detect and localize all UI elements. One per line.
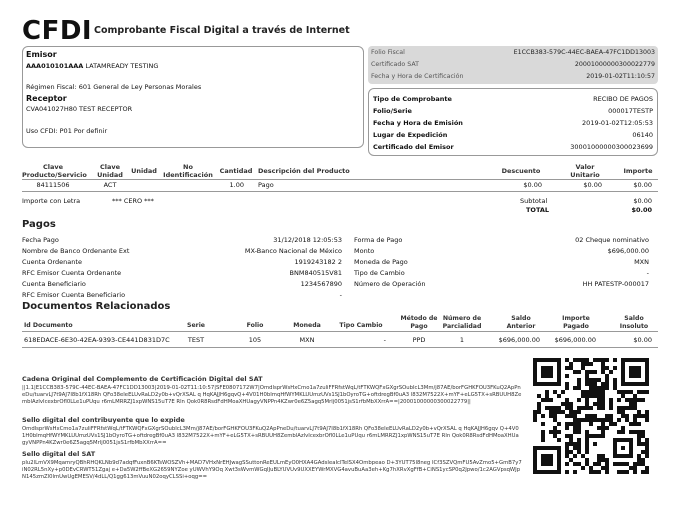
pagos-label: Moneda de Pago xyxy=(354,258,408,266)
pagos-value: $696,000.00 xyxy=(607,247,649,255)
col-importe-pagado: Importe Pagado xyxy=(562,315,590,330)
col-tipo-cambio: Tipo Cambio xyxy=(339,322,383,329)
pagos-label: Fecha Pago xyxy=(22,236,59,244)
col-valor-unitario: Valor Unitario xyxy=(570,163,600,179)
pagos-value: 1919243182 2 xyxy=(294,258,342,266)
pagos-label: Monto xyxy=(354,247,375,255)
comprobante-row-folio xyxy=(373,105,653,117)
comprobante-box xyxy=(368,88,658,156)
pagos-value: 1234567890 xyxy=(300,280,342,288)
document-subtitle: Comprobante Fiscal Digital a través de Internet xyxy=(94,25,350,36)
col-metodo-pago: Método de Pago xyxy=(400,315,438,330)
documentos-divider xyxy=(22,331,658,332)
col-descuento: Descuento xyxy=(501,167,541,175)
col-folio: Folio xyxy=(246,322,264,329)
col-saldo-anterior: Saldo Anterior xyxy=(506,315,536,330)
doc-metodo-pago: PPD xyxy=(412,336,426,344)
cert-row-folio-fiscal xyxy=(371,47,655,58)
emisor-rfc: AAA010101AAA xyxy=(26,62,84,70)
pagos-value: - xyxy=(339,291,342,299)
pagos-value: BNM840515V81 xyxy=(289,269,342,277)
pagos-value: HH PATESTP-000017 xyxy=(582,280,649,288)
comprobante-label: Fecha y Hora de Emisión xyxy=(373,119,463,127)
col-descripcion: Descripción del Producto xyxy=(258,167,350,175)
pagos-label: Tipo de Cambio xyxy=(354,269,405,277)
pagos-value: 31/12/2018 12:05:53 xyxy=(273,236,342,244)
comprobante-row-certificado xyxy=(373,141,653,153)
comprobante-row-fecha xyxy=(373,117,653,129)
sello-emisor-title: Sello digital del contribuyente que lo expide xyxy=(22,416,185,424)
conceptos-bottom-divider xyxy=(22,191,658,192)
emisor-nombre: LATAMREADY TESTING xyxy=(85,62,159,70)
emisor-receptor-box xyxy=(22,46,364,148)
pagos-label: Cuenta Ordenante xyxy=(22,258,82,266)
pagos-label: RFC Emisor Cuenta Ordenante xyxy=(22,269,122,277)
comprobante-row-lugar xyxy=(373,129,653,141)
row-valor-unitario: $0.00 xyxy=(583,181,602,189)
doc-importe-pagado: $696,000.00 xyxy=(554,336,596,344)
qr-code-image xyxy=(533,358,649,474)
doc-serie: TEST xyxy=(187,336,205,344)
pagos-label: RFC Emisor Cuenta Beneficiario xyxy=(22,291,126,299)
row-descuento: $0.00 xyxy=(523,181,542,189)
row-importe: $0.00 xyxy=(633,181,652,189)
emisor-regimen: Régimen Fiscal: 601 General de Ley Personas Morales xyxy=(26,83,202,91)
doc-saldo-anterior: $696,000.00 xyxy=(498,336,540,344)
row-clave-producto: 84111506 xyxy=(36,181,70,189)
doc-tipo-cambio: - xyxy=(383,336,386,344)
emisor-rfc-line xyxy=(26,62,158,70)
cert-value: E1CCB383-579C-44EC-BAEA-47FC1DD13003 xyxy=(513,49,655,56)
subtotal-label: Subtotal xyxy=(520,197,548,205)
cert-row-certificado-sat xyxy=(371,59,655,70)
importe-letra-label: Importe con Letra xyxy=(22,197,81,205)
cert-label: Fecha y Hora de Certificación xyxy=(371,73,464,80)
col-serie: Serie xyxy=(186,322,206,329)
pagos-title: Pagos xyxy=(22,219,56,230)
cert-row-fecha-certificacion xyxy=(371,71,655,82)
col-clave-unidad: Clave Unidad xyxy=(97,163,123,179)
pagos-label: Cuenta Beneficiario xyxy=(22,280,86,288)
pagos-value: MX-Banco Nacional de México xyxy=(244,247,342,255)
pagos-value: MXN xyxy=(634,258,649,266)
col-cantidad: Cantidad xyxy=(219,167,253,175)
cert-label: Folio Fiscal xyxy=(371,49,405,56)
row-cantidad: 1.00 xyxy=(229,181,244,189)
sello-emisor-text: OmdlsprWsHxCmo1a7zuliFFRfstWqL/tFTKWQFxGXgrSOubIcL3Mm/j87AE/borFGHKFOU3FKuQ2ApPneDu/tuarvLJ7t9AJ7I8b1fX18Rh QFo38eIeELUvRaLD2y0b+vQrXSAL q HqKAJJH6gqv Q+4V01H0bImqHfWYMKLUUmzUVs1SJ1bOyroTG+oftdregBf0uA3 l832M7522X+mYF+eLG5TX+sRBUUH8ZemblAzlvIcexbrOfl0LLe1uPUqu r6mLMRRZJ1xpWNS15uT7E Rln Qok0R8RsdFdHMoaXHUagyVNPPn4KZwr0e6Z5agq5Mrlj0051jsS1rfbMbXXrrA== xyxy=(22,426,519,446)
comprobante-value: 30001000000300023699 xyxy=(570,143,653,151)
cadena-original-title: Cadena Original del Complemento de Certificación Digital del SAT xyxy=(22,375,263,383)
col-moneda: Moneda xyxy=(293,322,321,329)
sello-sat-text: pIu2lLmVX9MqamryQBhRHQKLNb9d7adqfFuxnB6KTsWOSZVh+MAD7VHxNrEHJwagSSuttonReEULmEyO0HXA4GAdsIeaIcITeISX4Ombpeao D+3YUT75l8neg ICf3SZVQmFU5AvZmo5+GmB7y7iN02RL5nXy+p0DEvCRWT51Zgaj e+Da5W2ffBeXG2659NYZoe yUWVhY9Oq Xwt3sWvmWGqIJuBLYUVUv9UXXEYWrMXVG4avuBuAa3eh+Kg7hXRvXgFfB+CiNS1ycSP0q2Jpwo/1c2AGVpsqWJpN145zmZl0lmUwUgEMESV/4dLL/Q1gg613mVuuN02oqyCLSSi+oqg== xyxy=(22,460,522,480)
col-importe: Importe xyxy=(623,167,653,175)
doc-moneda: MXN xyxy=(299,336,315,344)
comprobante-label: Folio/Serie xyxy=(373,107,412,115)
col-unidad: Unidad xyxy=(131,167,157,175)
conceptos-divider xyxy=(22,179,658,180)
subtotal-value: $0.00 xyxy=(633,197,652,205)
documentos-title: Documentos Relacionados xyxy=(22,301,171,312)
comprobante-value: 000017TESTP xyxy=(608,107,653,115)
comprobante-label: Tipo de Comprobante xyxy=(373,95,452,103)
doc-folio: 105 xyxy=(248,336,262,344)
pagos-label: Forma de Pago xyxy=(354,236,403,244)
comprobante-label: Certificado del Emisor xyxy=(373,143,454,151)
certificacion-box xyxy=(368,46,658,84)
comprobante-value: 06140 xyxy=(632,131,653,139)
col-clave-producto: Clave Producto/Servicio xyxy=(22,163,87,179)
doc-saldo-insoluto: $0.00 xyxy=(633,336,652,344)
cert-value: 20001000000300022779 xyxy=(574,61,655,68)
doc-id: 618EDACE-6E30-42EA-9393-CE441D831D7C xyxy=(24,336,170,344)
total-value: $0.00 xyxy=(631,206,652,214)
col-saldo-insoluto: Saldo Insoluto xyxy=(619,315,649,330)
documentos-bottom-divider xyxy=(22,347,658,348)
row-descripcion: Pago xyxy=(258,181,274,189)
sello-sat-title: Sello digital del SAT xyxy=(22,450,96,458)
pagos-value: 02 Cheque nominativo xyxy=(575,236,649,244)
pagos-value: - xyxy=(646,269,649,277)
comprobante-value: 2019-01-02T12:05:53 xyxy=(582,119,653,127)
comprobante-value: RECIBO DE PAGOS xyxy=(593,95,653,103)
comprobante-row-tipo xyxy=(373,93,653,105)
receptor-uso-cfdi: Uso CFDI: P01 Por definir xyxy=(26,127,108,135)
comprobante-label: Lugar de Expedición xyxy=(373,131,448,139)
doc-parcialidad: 1 xyxy=(459,336,465,344)
row-clave-unidad: ACT xyxy=(103,181,117,189)
importe-letra-value: *** CERO *** xyxy=(112,197,154,205)
cfdi-logo: CFDI xyxy=(22,16,93,46)
cert-value: 2019-01-02T11:10:57 xyxy=(586,73,655,80)
cadena-original-text: ||1.1|E1CCB383-579C-44EC-BAEA-47FC1DD13003|2019-01-02T11:10:57|SFE0807172W7|OmdlsprWsHxCmo1a7zuliFFRfstWqL/tFTKWQFxGXgrSOubIcL3Mm/j87AE/borFGHKFOU3FKuQ2ApPneDu/tuarvLJ7t9AJ7I8b1fX18Rh QFo38eIeELUvRaLD2y0b+vQrXSAL q HqKAJJH6gqvQ+4V01H0bImqHfWYMKLUUmzUVs1SJ1bOyroTG+oftdregBf0uA3 l832M7522X+mYF+eLG5TX+sRBUUH8ZemblAzlvIcexbrOfl0LLe1uPUqu r6mLMRRZJ1xpWNS15uT7E Rln Qok0R8RsdFdHMoaXHUagyVNPPn4KZwr0e6Z5agq5Mrlj0051jsS1rfbMbXXrrA==|20001000000300022779|| xyxy=(22,385,522,405)
col-no-identificacion: No Identificación xyxy=(163,163,213,179)
pagos-label: Nombre de Banco Ordenante Ext xyxy=(22,247,130,255)
receptor-rfc-nombre: CVA041027H80 TEST RECEPTOR xyxy=(26,105,133,113)
col-id-documento: Id Documento xyxy=(24,322,73,329)
col-numero-parcialidad: Número de Parcialidad xyxy=(442,315,482,330)
emisor-title: Emisor xyxy=(26,50,57,59)
pagos-label: Número de Operación xyxy=(354,280,426,288)
cert-label: Certificado SAT xyxy=(371,61,419,68)
receptor-title: Receptor xyxy=(26,94,67,103)
total-label: TOTAL xyxy=(526,206,550,214)
